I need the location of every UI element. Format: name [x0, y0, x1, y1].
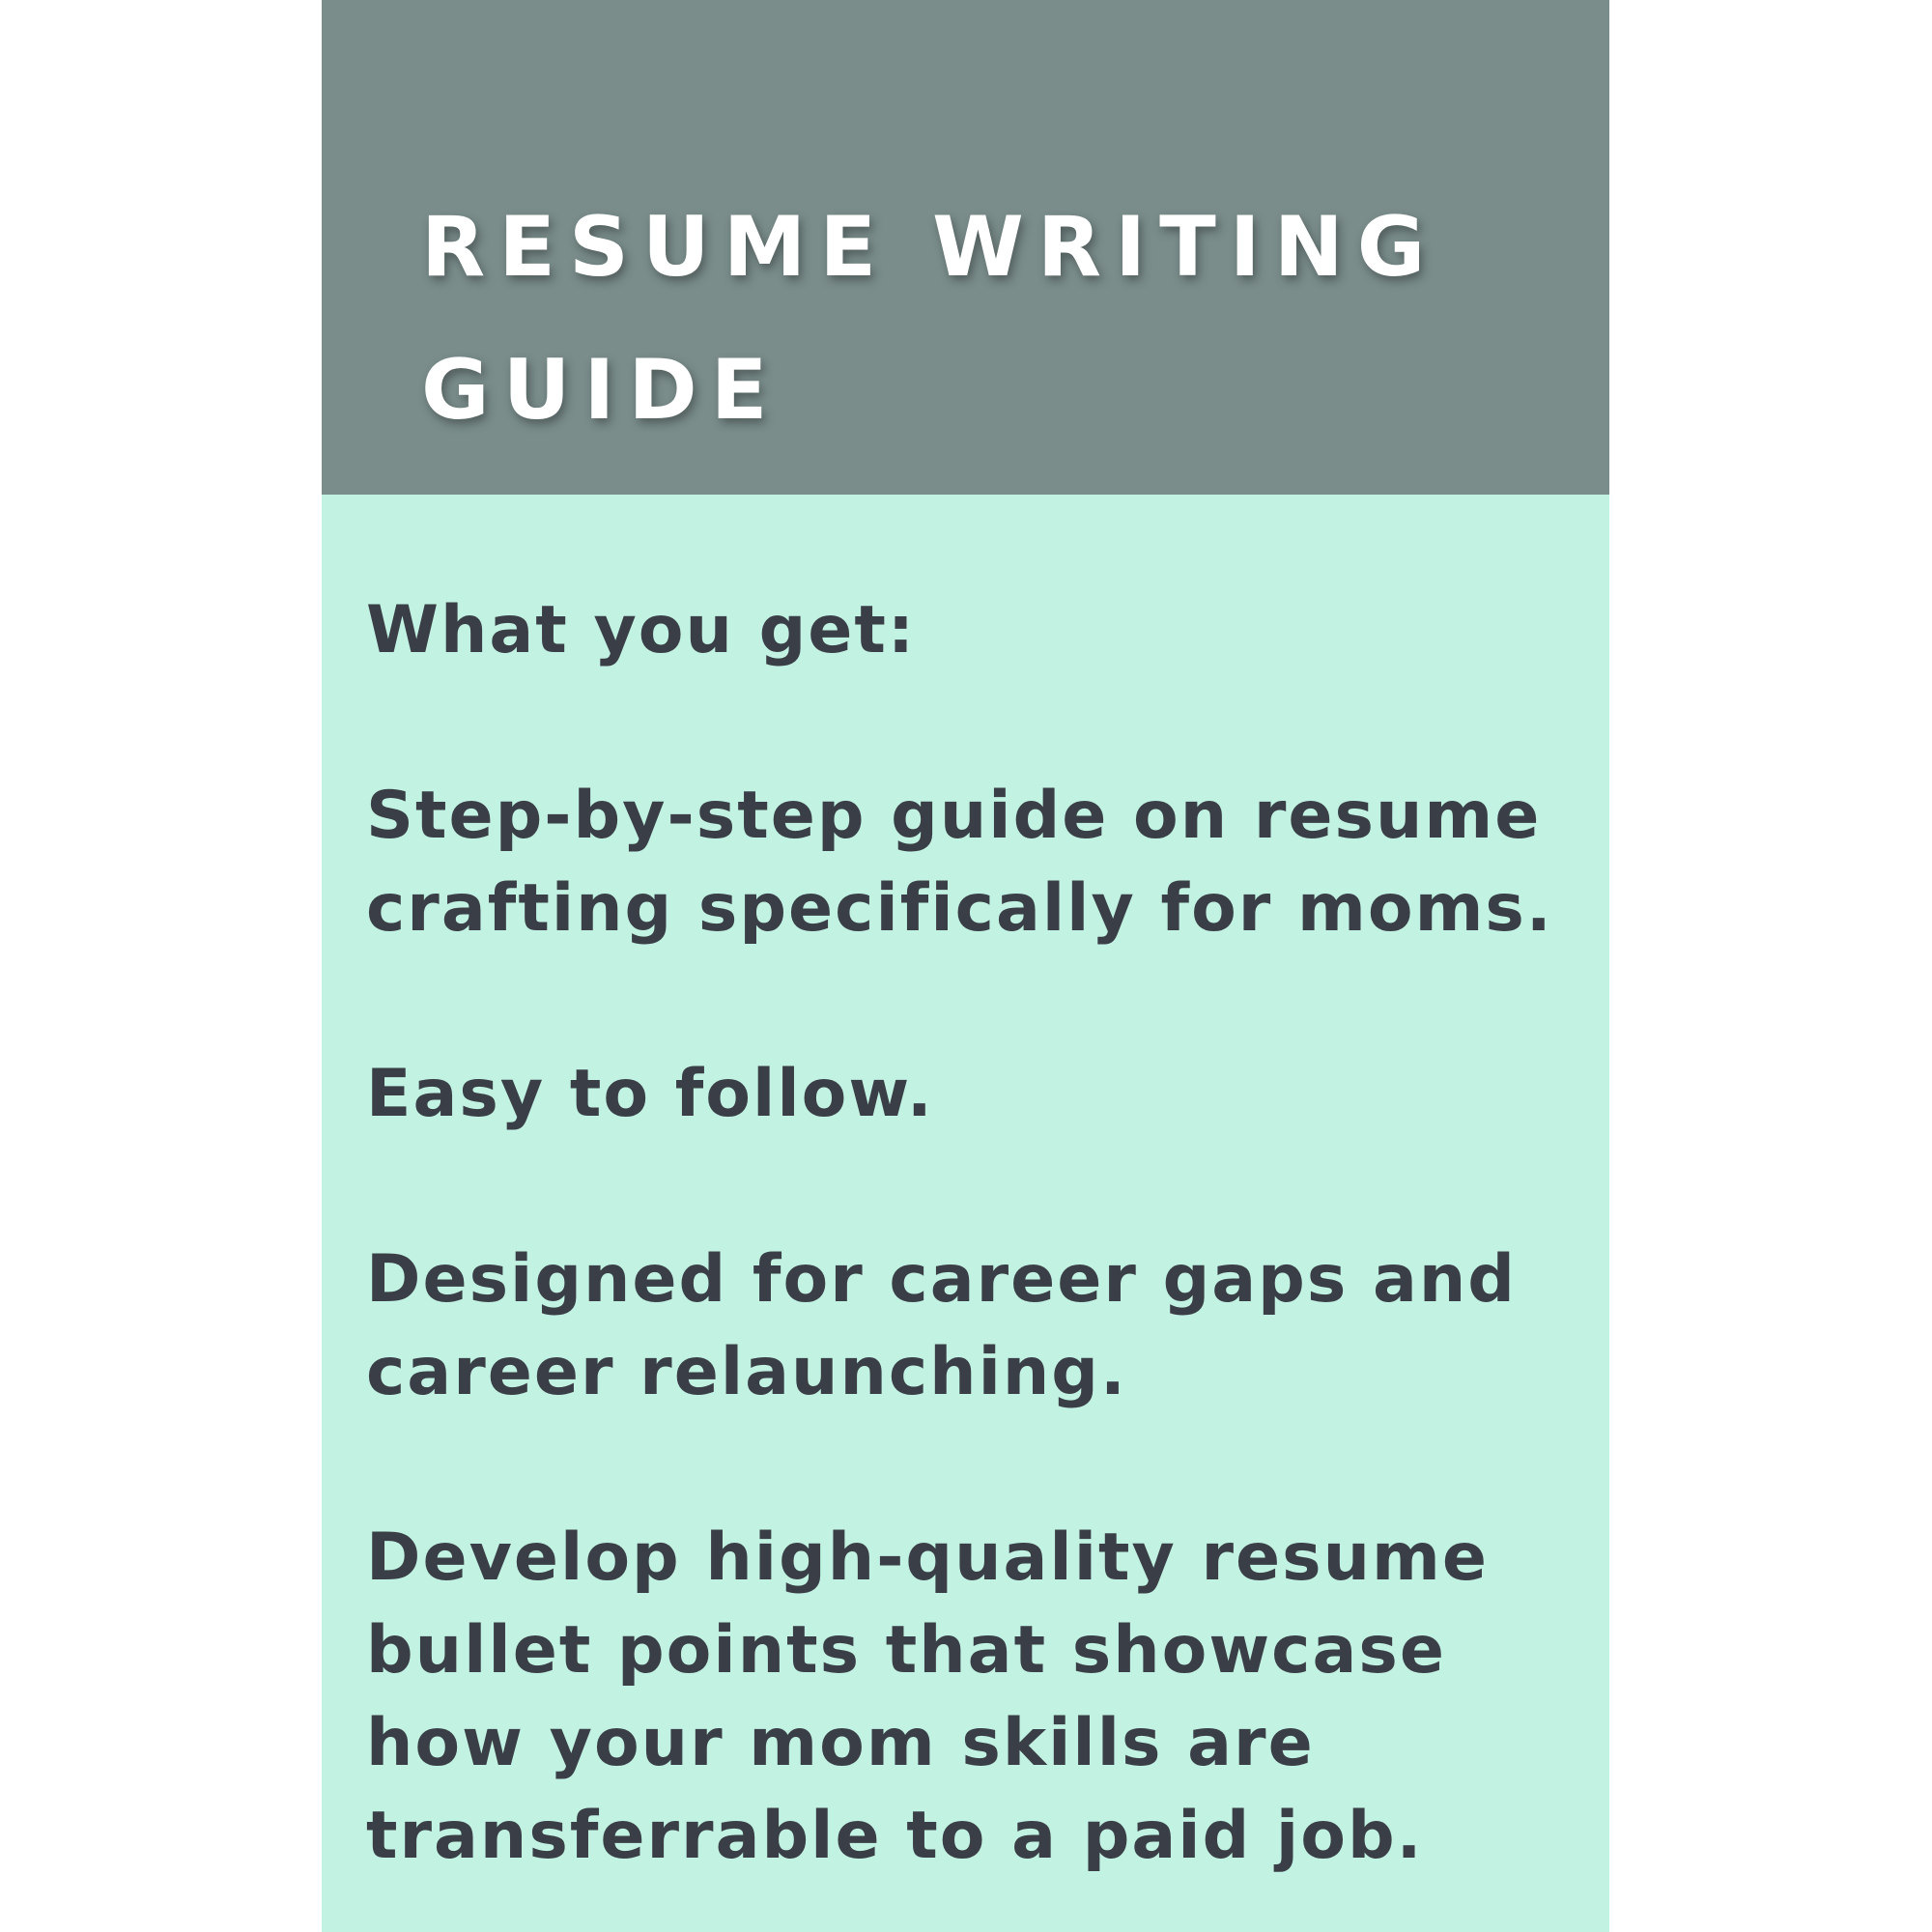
- title-line-2: GUIDE: [421, 342, 781, 439]
- title-line-1: RESUME WRITING: [421, 199, 1439, 296]
- benefit-item: Develop high-quality resume bullet points that showcase how your mom skills are transferrable to a paid job.: [366, 1520, 1490, 1874]
- benefit-item: Step-by-step guide on resume crafting specifically for moms.: [366, 778, 1553, 947]
- intro-heading: What you get:: [366, 592, 917, 668]
- content-body: [366, 584, 1593, 1883]
- guide-card: [322, 0, 1609, 1932]
- header-banner: [322, 0, 1609, 495]
- benefit-item: Easy to follow.: [366, 1056, 934, 1132]
- benefit-item: Designed for career gaps and career relaunching.: [366, 1241, 1517, 1410]
- page-title: [421, 176, 1532, 462]
